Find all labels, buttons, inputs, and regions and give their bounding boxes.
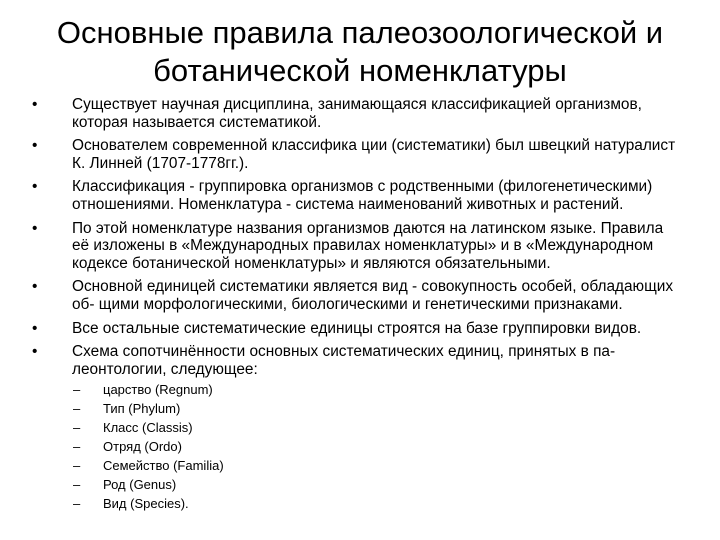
dash-marker: – [73,401,81,417]
sub-item-text: Отряд (Ordo) [103,439,182,455]
sub-item-text: Тип (Phylum) [103,401,181,417]
bullet-list [30,96,680,517]
sub-item-regnum [72,382,680,397]
sub-item-text: Вид (Species). [103,496,189,512]
dash-marker: – [73,439,81,455]
sub-item-familia [72,458,680,473]
bullet-text: По этой номенклатуре названия организмов даются на латинском языке. Правила её изложены в «Международных правилах номенклатуры» и в «Международном кодексе ботанической номенклатуры» и являются обязательными. [72,219,664,272]
bullet-text: Схема сопотчинённости основных систематических единиц, принятых в па- леонтологии, следующее: [72,343,616,378]
sub-item-phylum [72,401,680,416]
dash-marker: – [73,420,81,436]
bullet-marker: • [32,137,38,155]
sub-item-text: Род (Genus) [103,477,177,493]
bullet-text: Основателем современной классифика ции (систематики) был швецкий натуралист К. Линней (1707-1778гг.). [72,137,676,172]
sub-item-species [72,496,680,511]
bullet-item [30,96,680,131]
bullet-item [30,320,680,338]
sub-item-text: Семейство (Familia) [103,458,224,474]
bullet-marker: • [32,343,38,361]
bullet-item [30,137,680,172]
bullet-text: Существует научная дисциплина, занимающаяся классификацией организмов, которая называется систематикой. [72,96,642,131]
dash-marker: – [73,382,81,398]
bullet-text: Основной единицей систематики является вид - совокупность особей, обладающих об- щими морфологическими, биологическими и генетическими признаками. [72,278,674,313]
bullet-item [30,220,680,273]
sub-item-ordo [72,439,680,454]
bullet-marker: • [32,96,38,113]
bullet-marker: • [32,178,38,196]
sub-item-text: Класс (Classis) [103,420,193,436]
bullet-marker: • [32,319,38,337]
dash-marker: – [73,477,81,493]
bullet-item [30,178,680,213]
sub-item-classis [72,420,680,435]
sub-item-genus [72,477,680,492]
bullet-item [30,343,680,511]
slide-title: Основные правила палеозоологической и ботанической номенклатуры [56,15,664,88]
dash-marker: – [73,496,81,512]
taxonomy-sublist [72,382,680,511]
bullet-text: Классификация - группировка организмов с родственными (филогенетическими) отношениями. Номенклатура - система наименований животных и растений. [72,178,653,213]
bullet-marker: • [32,278,38,296]
bullet-text: Все остальные систематические единицы строятся на базе группировки видов. [72,319,642,337]
dash-marker: – [73,458,81,474]
bullet-item [30,278,680,313]
bullet-marker: • [32,219,38,237]
sub-item-text: царство (Regnum) [103,382,213,398]
